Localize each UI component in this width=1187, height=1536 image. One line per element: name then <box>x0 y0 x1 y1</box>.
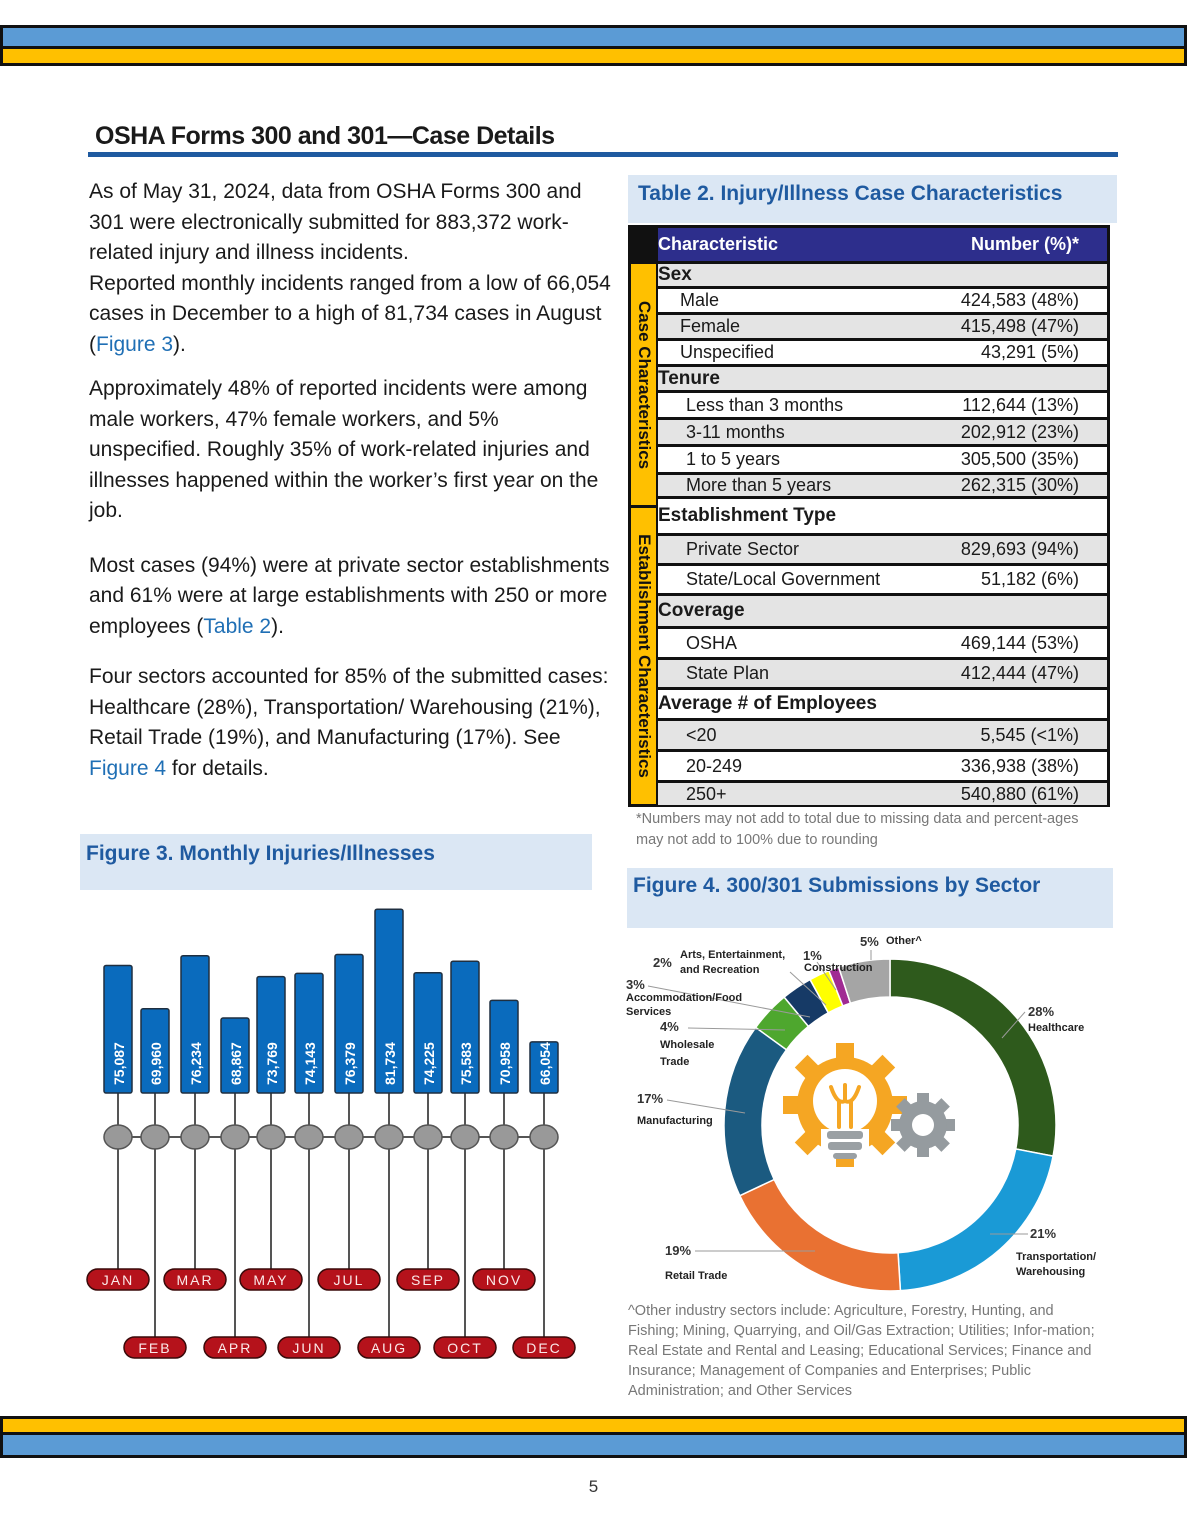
title-rule <box>88 152 1118 157</box>
month-label: APR <box>217 1340 253 1356</box>
table-row <box>658 447 1107 472</box>
body-column <box>89 177 614 798</box>
table-row <box>658 536 1107 563</box>
case-characteristics-table <box>628 225 1110 807</box>
row-label: 250+ <box>686 783 727 804</box>
table-category-row <box>658 367 1107 390</box>
month-label: NOV <box>485 1272 523 1288</box>
month-label: AUG <box>370 1340 408 1356</box>
slice-percent-label: 21% <box>1030 1226 1057 1241</box>
slice-name-label: Construction <box>804 962 873 974</box>
month-label: SEP <box>410 1272 446 1288</box>
table-row <box>658 475 1107 496</box>
slice-name-label: Accommodation/Food <box>626 992 743 1004</box>
paragraph-sectors <box>89 662 614 784</box>
row-label: State Plan <box>686 663 770 683</box>
figure4-link[interactable]: Figure 4 <box>89 756 167 780</box>
paragraph-demographics: Approximately 48% of reported incidents were among male workers, 47% female workers, and 5% unspecified. Roughly 35% of work-related injuries and illnesses happened within the worker’s first year on the job. <box>89 377 599 522</box>
slice-percent-label: 4% <box>660 1019 679 1034</box>
figure3-caption: Figure 3. Monthly Injuries/Illnesses <box>80 834 592 890</box>
table-row <box>658 660 1107 687</box>
row-value: 412,444 (47%) <box>960 663 1079 683</box>
table-row <box>658 289 1107 312</box>
row-label: OSHA <box>686 632 738 653</box>
slice-percent-label: 19% <box>665 1243 692 1258</box>
slice-name-label: Wholesale <box>660 1039 715 1051</box>
table-body <box>658 228 1107 808</box>
row-label: Establishment Type <box>658 505 837 526</box>
month-label: MAY <box>253 1272 289 1288</box>
timeline-node <box>141 1125 169 1149</box>
page-number: 5 <box>588 1477 599 1496</box>
bar-value-label: 70,958 <box>497 1042 513 1085</box>
row-label: 3-11 months <box>686 421 785 442</box>
paragraph-text: for details. <box>166 756 269 780</box>
month-label: DEC <box>526 1340 562 1356</box>
monthly-injuries-chart <box>80 895 600 1375</box>
bar-value-label: 68,867 <box>228 1042 244 1085</box>
bar-value-label: 73,769 <box>264 1042 280 1085</box>
month-label: JUL <box>333 1272 365 1288</box>
timeline-node <box>221 1125 249 1149</box>
paragraph-monthly <box>89 269 614 361</box>
table-category-row <box>658 499 1107 533</box>
footer-gold-stripe <box>3 1419 1184 1432</box>
slice-name-label: Transportation/ <box>1016 1251 1097 1263</box>
side-label-establishment <box>631 508 656 804</box>
bar-value-label: 66,054 <box>537 1042 553 1085</box>
bar-value-label: 69,960 <box>148 1042 164 1085</box>
footer-blue-stripe <box>3 1435 1184 1455</box>
table-row <box>658 783 1107 805</box>
slice-percent-label: 1% <box>803 948 822 963</box>
month-label: JAN <box>101 1272 135 1288</box>
bar-value-label: 74,225 <box>421 1042 437 1085</box>
table-row <box>658 752 1107 780</box>
row-label: 20-249 <box>686 755 743 776</box>
figure3-link[interactable]: Figure 3 <box>96 332 174 356</box>
row-value: 469,144 (53%) <box>960 632 1079 653</box>
figure4-footnote: ^Other industry sectors include: Agriculture, Forestry, Hunting, and Fishing; Mining, Quarrying, and Oil/Gas Extraction; Utilities; Infor-mation; Real Estate and Rental and Leasing; Educational Services; Finance and Insurance; Management of Companies and Enterprises; Public Administration; and Other Services <box>628 1303 1095 1399</box>
bar-value-label: 81,734 <box>382 1042 398 1085</box>
header-number: Number (%)* <box>970 234 1079 254</box>
row-label: Coverage <box>658 600 745 621</box>
slice-name-label: Warehousing <box>1016 1266 1086 1278</box>
slice-percent-label: 2% <box>653 955 672 970</box>
timeline-node <box>530 1125 558 1149</box>
slice-percent-label: 17% <box>637 1091 664 1106</box>
month-label: OCT <box>447 1340 483 1356</box>
row-label: 1 to 5 years <box>686 449 781 469</box>
row-value: 336,938 (38%) <box>960 755 1079 776</box>
row-value: 43,291 (5%) <box>980 342 1079 362</box>
donut-slice-retail-trade <box>740 1179 901 1291</box>
row-label: Unspecified <box>680 342 775 362</box>
slice-name-label: Other^ <box>886 935 922 947</box>
row-label: State/Local Government <box>686 569 881 589</box>
bar-value-label: 76,379 <box>342 1042 358 1085</box>
slice-percent-label: 28% <box>1028 1004 1055 1019</box>
sector-donut-chart <box>620 930 1120 1300</box>
paragraph-intro: As of May 31, 2024, data from OSHA Forms 300 and 301 were electronically submitted for 883,372 work-related injury and illness incidents. <box>89 180 582 264</box>
timeline-node <box>257 1125 285 1149</box>
timeline-node <box>375 1125 403 1149</box>
table-category-row <box>658 690 1107 718</box>
slice-name-label: Retail Trade <box>665 1270 728 1282</box>
row-value: 51,182 (6%) <box>980 569 1079 589</box>
row-value: 829,693 (94%) <box>960 539 1079 559</box>
month-label: MAR <box>176 1272 214 1288</box>
table-row <box>658 315 1107 338</box>
paragraph-establishments <box>89 551 614 643</box>
slice-name-label: Trade <box>660 1056 690 1068</box>
side-label-text: Establishment Characteristics <box>634 534 654 778</box>
side-label-case <box>631 264 656 505</box>
slice-name-label: Arts, Entertainment, <box>680 949 786 961</box>
footer-band <box>0 1416 1187 1458</box>
row-value: 262,315 (30%) <box>960 475 1079 495</box>
table2-footnote: *Numbers may not add to total due to missing data and percent-ages may not add to 100% due to rounding <box>636 811 1079 848</box>
table-row <box>658 721 1107 749</box>
paragraph-text: Four sectors accounted for 85% of the submitted cases: Healthcare (28%), Transportation/ Warehousing (21%), Retail Trade (19%), and Manufacturing (17%). See <box>89 665 609 749</box>
row-value: 305,500 (35%) <box>960 449 1079 469</box>
timeline-node <box>451 1125 479 1149</box>
paragraph-text: ). <box>173 332 186 356</box>
row-label: Female <box>680 316 741 336</box>
row-label: Private Sector <box>686 539 800 559</box>
bar-value-label: 76,234 <box>188 1042 204 1085</box>
table-row <box>658 629 1107 657</box>
row-value: 5,545 (<1%) <box>980 724 1079 745</box>
row-label: Average # of Employees <box>658 693 877 714</box>
table-row <box>658 566 1107 593</box>
row-label: <20 <box>686 724 717 745</box>
header-gold-stripe <box>3 49 1184 63</box>
slice-name-label: Services <box>626 1006 672 1018</box>
header-blue-stripe <box>3 28 1184 46</box>
slice-name-label: Healthcare <box>1028 1022 1085 1034</box>
timeline-node <box>490 1125 518 1149</box>
bar-value-label: 75,087 <box>111 1042 127 1085</box>
row-value: 112,644 (13%) <box>962 394 1079 415</box>
header-characteristic: Characteristic <box>658 234 779 254</box>
timeline-node <box>414 1125 442 1149</box>
timeline-node <box>295 1125 323 1149</box>
bar-value-label: 75,583 <box>458 1042 474 1085</box>
row-label: Male <box>680 290 720 310</box>
header-band <box>0 25 1187 66</box>
row-label: Tenure <box>658 367 720 389</box>
row-value: 415,498 (47%) <box>960 316 1079 336</box>
row-label: More than 5 years <box>686 475 832 495</box>
paragraph-text: Most cases (94%) were at private sector establishments and 61% were at large establishments with 250 or more employees ( <box>89 553 610 638</box>
table-category-row <box>658 264 1107 286</box>
row-label: Less than 3 months <box>686 394 844 415</box>
month-label: FEB <box>138 1340 172 1356</box>
table-row <box>658 420 1107 444</box>
timeline-node <box>335 1125 363 1149</box>
bar-value-label: 74,143 <box>302 1042 318 1085</box>
figure4-caption: Figure 4. 300/301 Submissions by Sector <box>627 868 1113 928</box>
table-row <box>658 341 1107 364</box>
row-value: 202,912 (23%) <box>960 421 1079 442</box>
month-label: JUN <box>292 1340 326 1356</box>
slice-name-label: and Recreation <box>680 964 760 976</box>
table2-caption: Table 2. Injury/Illness Case Characteristics <box>628 175 1117 223</box>
row-value: 424,583 (48%) <box>960 290 1079 310</box>
timeline-node <box>181 1125 209 1149</box>
paragraph-text: Reported monthly incidents ranged from a low of 66,054 cases in December to a high of 81,734 cases in August ( <box>89 271 611 356</box>
lightbulb-gear-icon <box>783 1043 955 1167</box>
slice-percent-label: 5% <box>860 934 879 949</box>
table2-link[interactable]: Table 2 <box>203 614 272 638</box>
table-category-row <box>658 596 1107 626</box>
row-value: 540,880 (61%) <box>960 783 1079 804</box>
paragraph-text: ). <box>271 614 284 638</box>
table-header <box>658 228 1107 261</box>
table-row <box>658 393 1107 417</box>
timeline-node <box>104 1125 132 1149</box>
row-label: Sex <box>658 264 692 285</box>
slice-percent-label: 3% <box>626 977 645 992</box>
page-title: OSHA Forms 300 and 301—Case Details <box>95 122 555 150</box>
side-label-text: Case Characteristics <box>634 300 654 469</box>
slice-name-label: Manufacturing <box>637 1115 713 1127</box>
